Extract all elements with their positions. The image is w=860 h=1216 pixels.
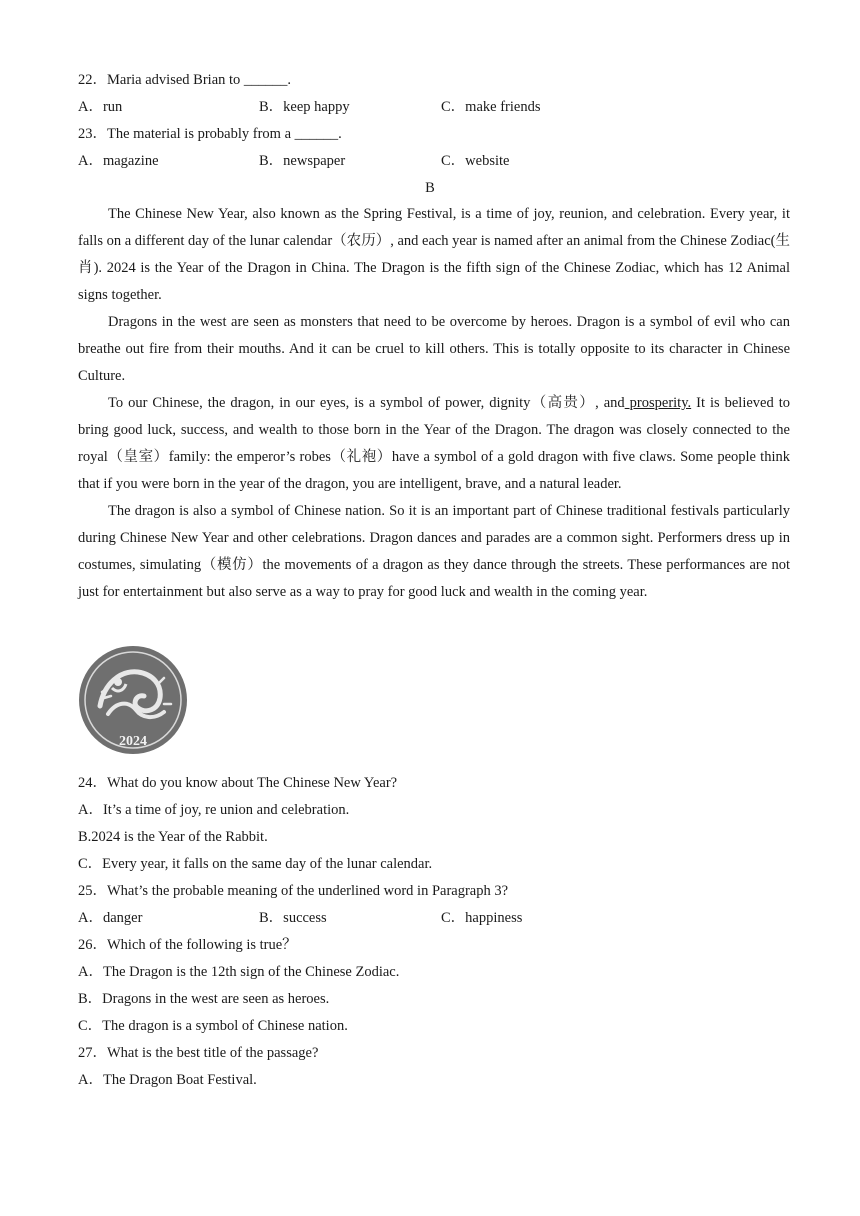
dragon-badge-icon [78, 644, 188, 756]
question-24-option-c: C．Every year, it falls on the same day of the lunar calendar. [78, 856, 433, 872]
question-26-stem: 26．Which of the following is true？ [78, 937, 297, 953]
question-24-option-a: A．It’s a time of joy, re union and celebration. [78, 802, 350, 818]
question-25-option-a: A．danger [78, 910, 143, 926]
passage-paragraph-2: Dragons in the west are seen as monsters that need to be overcome by heroes. Dragon is a symbol of evil who can breathe out fire from their mouths. And it can be cruel to kill others. This is totally opposite to its character in Chinese Culture. [78, 314, 790, 384]
section-label: B [425, 180, 435, 196]
paragraph-3-text-start: To our Chinese, the dragon, in our eyes, is a symbol of power, dignity（高贵）, and [108, 395, 625, 411]
question-26-option-c: C．The dragon is a symbol of Chinese nation. [78, 1018, 348, 1034]
underlined-word: prosperity. [624, 395, 692, 411]
question-23-option-a: A．magazine [78, 153, 159, 169]
question-22-option-c: C．make friends [441, 99, 541, 115]
question-22-option-b: B．keep happy [259, 99, 350, 115]
question-23-option-b: B．newspaper [259, 153, 346, 169]
question-23-option-c: C．website [441, 153, 510, 169]
paragraph-3-text-end: It is believed to bring good luck, success, and wealth to those born in the Year of the Dragon. The dragon was closely connected to the royal（皇室）family: the emperor’s robes（礼袍）have a symbol of a gold dragon with five claws. Some people think that if you were born in the year of the dragon, you are intelligent, brave, and a natural leader. [78, 395, 790, 492]
question-24-stem: 24．What do you know about The Chinese New Year? [78, 775, 398, 791]
question-26-option-a: A．The Dragon is the 12th sign of the Chinese Zodiac. [78, 964, 400, 980]
question-25-stem: 25．What’s the probable meaning of the underlined word in Paragraph 3? [78, 883, 509, 899]
badge-year-text: 2024 [119, 734, 147, 749]
question-24-option-b: B.2024 is the Year of the Rabbit. [78, 829, 268, 845]
question-26-option-b: B．Dragons in the west are seen as heroes. [78, 991, 330, 1007]
question-22-option-a: A．run [78, 99, 123, 115]
question-23-stem: 23．The material is probably from a ______. [78, 126, 342, 142]
question-25-option-b: B．success [259, 910, 327, 926]
question-22-stem: 22．Maria advised Brian to ______. [78, 72, 292, 88]
passage-paragraph-1: The Chinese New Year, also known as the Spring Festival, is a time of joy, reunion, and celebration. Every year, it falls on a different day of the lunar calendar（农历）, and each year is named after an animal from the Chinese Zodiac(生肖). 2024 is the Year of the Dragon in China. The Dragon is the fifth sign of the Chinese Zodiac, which has 12 Animal signs together. [78, 206, 790, 303]
question-25-option-c: C．happiness [441, 910, 523, 926]
passage-paragraph-3 [78, 390, 790, 498]
question-27-stem: 27．What is the best title of the passage? [78, 1045, 319, 1061]
passage-paragraph-4: The dragon is also a symbol of Chinese nation. So it is an important part of Chinese traditional festivals particularly during Chinese New Year and other celebrations. Dragon dances and parades are a common sight. Performers dress up in costumes, simulating（模仿）the movements of a dragon as they dance through the streets. These performances are not just for entertainment but also serve as a way to pray for good luck and wealth in the coming year. [78, 503, 790, 600]
question-27-option-a: A．The Dragon Boat Festival. [78, 1072, 257, 1088]
